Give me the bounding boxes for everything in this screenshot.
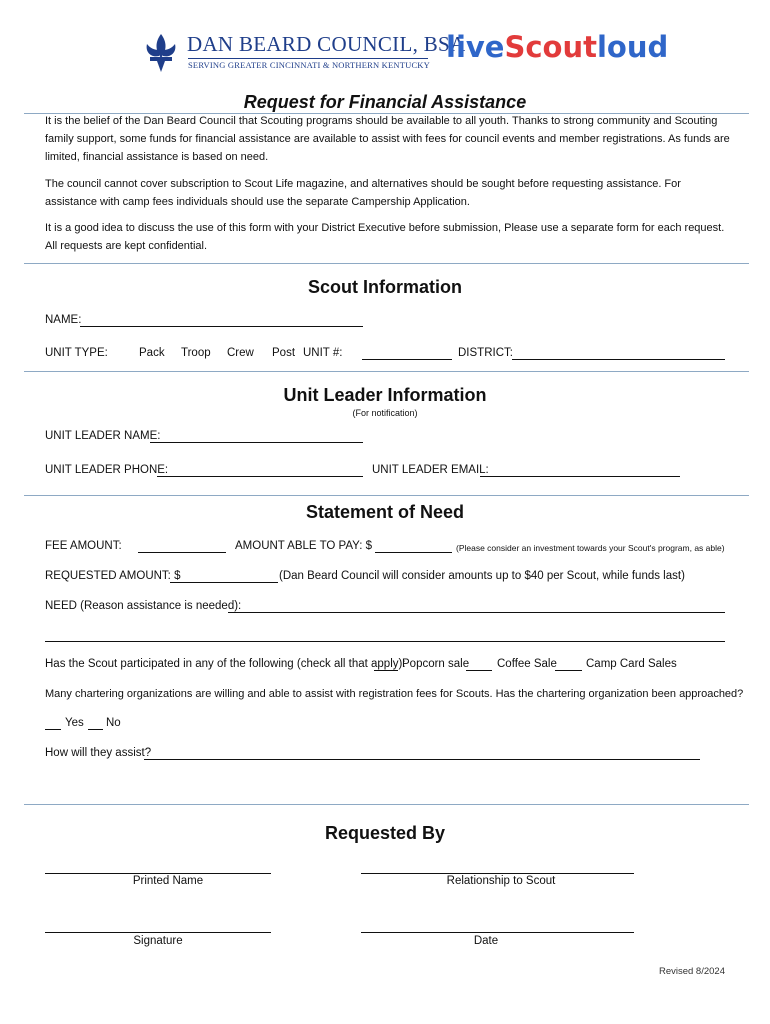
- leader-email-label: UNIT LEADER EMAIL:: [372, 464, 489, 476]
- unit-option-post[interactable]: Post: [272, 347, 296, 359]
- participated-question: Has the Scout participated in any of the following (check all that apply):: [45, 658, 406, 670]
- requested-by-heading: Requested By: [324, 823, 446, 843]
- leader-phone-field[interactable]: [157, 476, 363, 477]
- camp-card-check[interactable]: [555, 670, 582, 671]
- printed-name-field[interactable]: [45, 873, 271, 874]
- able-to-pay-label: AMOUNT ABLE TO PAY: $: [235, 540, 372, 552]
- leader-name-label: UNIT LEADER NAME:: [45, 430, 161, 442]
- unit-number-field[interactable]: [362, 359, 452, 360]
- need-heading: Statement of Need: [305, 502, 465, 522]
- requested-amount-note: (Dan Beard Council will consider amounts up to $40 per Scout, while funds last): [279, 570, 685, 582]
- intro-rule: [24, 263, 749, 264]
- fee-amount-label: FEE AMOUNT:: [45, 540, 122, 552]
- fleur-de-lis-icon: [143, 32, 179, 74]
- signature-label: Signature: [133, 935, 183, 947]
- date-field[interactable]: [361, 932, 634, 933]
- leader-note: (For notification): [352, 408, 418, 418]
- coffee-label: Coffee Sale: [497, 658, 557, 670]
- yes-label: Yes: [65, 717, 84, 729]
- requested-amount-field[interactable]: [170, 582, 278, 583]
- able-to-pay-note: (Please consider an investment towards your Scout's program, as able): [456, 543, 725, 553]
- camp-card-label: Camp Card Sales: [586, 658, 677, 670]
- revised-date: Revised 8/2024: [658, 966, 725, 977]
- name-label: NAME:: [45, 314, 82, 326]
- scout-info-heading: Scout Information: [308, 277, 462, 297]
- slogan-live: live: [446, 30, 505, 64]
- unit-number-label: UNIT #:: [303, 347, 343, 359]
- leader-rule: [24, 495, 749, 496]
- no-check[interactable]: [88, 729, 103, 730]
- no-label: No: [106, 717, 121, 729]
- council-tagline: SERVING GREATER CINCINNATI & NORTHERN KENTUCKY: [188, 60, 430, 70]
- how-assist-label: How will they assist?: [45, 747, 152, 759]
- page-title: Request for Financial Assistance: [243, 92, 527, 112]
- unit-option-pack[interactable]: Pack: [139, 347, 165, 359]
- requested-amount-label: REQUESTED AMOUNT: $: [45, 570, 181, 582]
- unit-option-troop[interactable]: Troop: [181, 347, 211, 359]
- name-field[interactable]: [80, 326, 363, 327]
- council-name-underline: [188, 58, 428, 59]
- need-reason-field[interactable]: [228, 612, 725, 613]
- yes-check[interactable]: [45, 729, 61, 730]
- chartering-question: Many chartering organizations are willing and able to assist with registration fees for Scouts. Has the chartering organization been approached?: [45, 688, 744, 700]
- popcorn-check[interactable]: [374, 670, 398, 671]
- need-rule: [24, 804, 749, 805]
- leader-info-heading: Unit Leader Information: [283, 385, 487, 405]
- printed-name-label: Printed Name: [132, 875, 204, 887]
- how-assist-field[interactable]: [144, 759, 700, 760]
- leader-phone-label: UNIT LEADER PHONE:: [45, 464, 169, 476]
- district-label: DISTRICT:: [458, 347, 513, 359]
- scout-rule: [24, 371, 749, 372]
- live-scout-loud-logo: [446, 30, 669, 70]
- relationship-field[interactable]: [361, 873, 634, 874]
- district-field[interactable]: [512, 359, 725, 360]
- leader-name-field[interactable]: [150, 442, 363, 443]
- intro-paragraph-2: The council cannot cover subscription to Scout Life magazine, and alternatives should be sought before requesting assistance. For assistance with camp fees individuals should use the separate Campership Application.: [45, 178, 681, 208]
- fee-amount-field[interactable]: [138, 552, 226, 553]
- date-label: Date: [473, 935, 499, 947]
- leader-email-field[interactable]: [480, 476, 680, 477]
- need-reason-label: NEED (Reason assistance is needed):: [45, 600, 242, 612]
- able-to-pay-field[interactable]: [375, 552, 452, 553]
- signature-field[interactable]: [45, 932, 271, 933]
- coffee-check[interactable]: [466, 670, 492, 671]
- council-name: DAN BEARD COUNCIL, BSA: [187, 32, 466, 56]
- council-logo: [143, 30, 466, 74]
- slogan-loud: loud: [596, 30, 669, 64]
- need-reason-field-2[interactable]: [45, 641, 725, 642]
- unit-option-crew[interactable]: Crew: [227, 347, 254, 359]
- intro-paragraph-1: It is the belief of the Dan Beard Council that Scouting programs should be available to all youth. Thanks to strong community and Scouting family support, some funds for financial assistance are available to assist with fees for council events and member registrations. As funds are limited, financial assistance is based on need.: [45, 115, 730, 163]
- relationship-label: Relationship to Scout: [446, 875, 556, 887]
- intro-paragraph-3: It is a good idea to discuss the use of this form with your District Executive before submission, Please use a separate form for each request. All requests are kept confidential.: [45, 222, 725, 252]
- unit-type-label: UNIT TYPE:: [45, 347, 108, 359]
- popcorn-label: Popcorn sale: [402, 658, 470, 670]
- slogan-scout: Scout: [504, 30, 597, 64]
